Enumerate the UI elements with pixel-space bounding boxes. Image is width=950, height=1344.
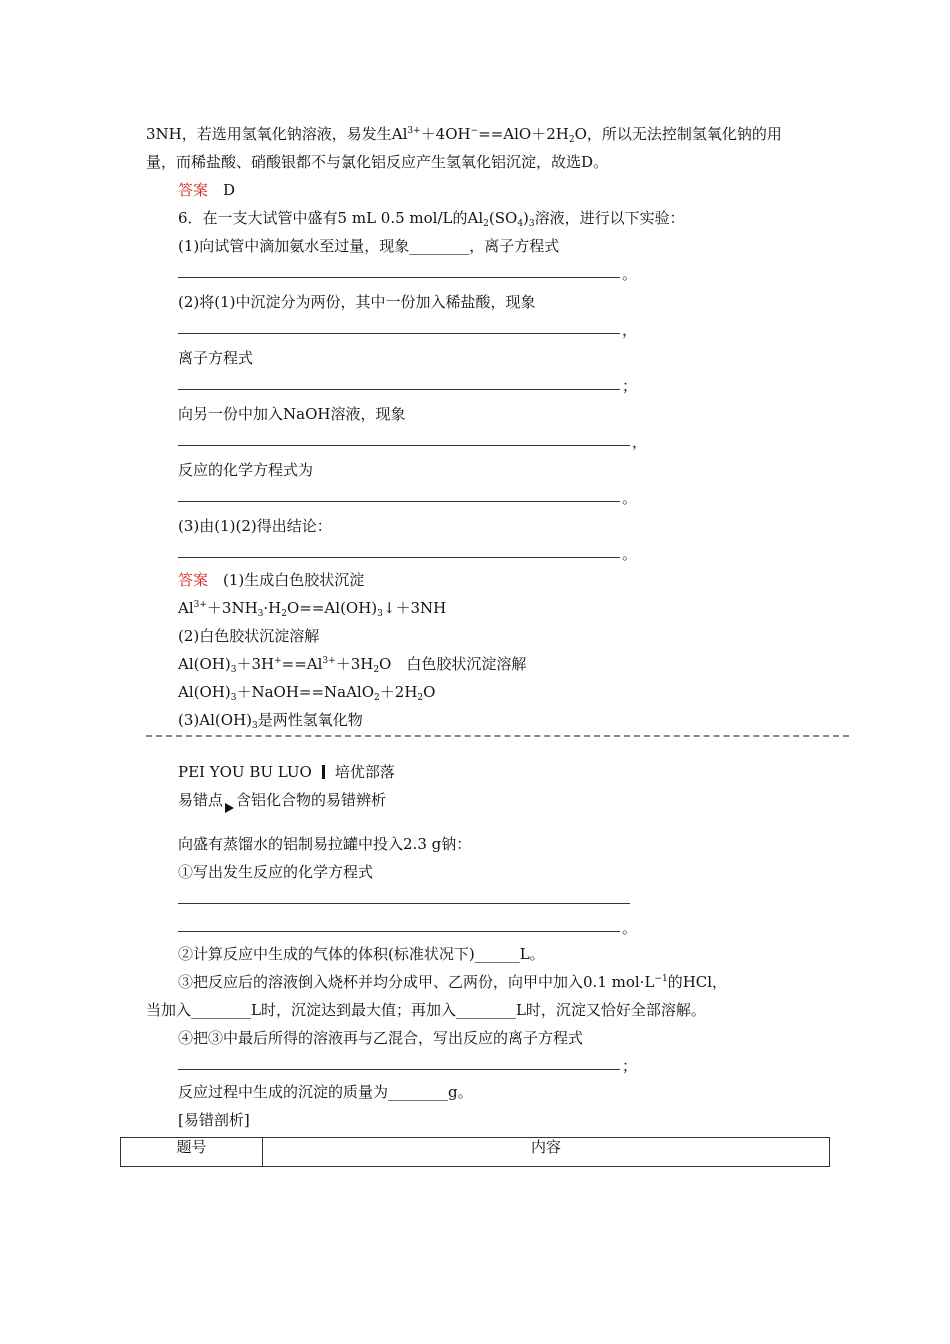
question-6-part-2: (2)将(1)中沉淀分为两份，其中一份加入稀盐酸，现象: [178, 293, 536, 311]
answer-part-1: (1)生成白色胶状沉淀: [223, 571, 365, 589]
error-point-label: 易错点: [178, 791, 224, 809]
answer-blank[interactable]: [178, 501, 620, 502]
punctuation: 。: [622, 489, 638, 507]
answer-blank[interactable]: [178, 445, 630, 446]
section-title-cn: 培优部落: [334, 763, 395, 781]
answer-blank[interactable]: [178, 557, 620, 558]
divider-bar-icon: [322, 765, 325, 779]
section-title-en: PEI YOU BU LUO: [178, 763, 312, 781]
answer-equation: $Al(OH)_3+NaOH==NaAlO_2+2H_2O$: [178, 683, 436, 703]
text-line: 3NH，若选用氢氧化钠溶液，易发生$Al^{3+}+4OH^-==AlO+2H_2O$，所以无法控制氢氧化钠的用: [146, 125, 782, 145]
analysis-table: [120, 1137, 830, 1167]
analysis-heading: [易错剖析]: [178, 1111, 250, 1129]
text-line: 量，而稀盐酸、硝酸银都不与氯化铝反应产生氢氧化铝沉淀，故选D。: [146, 153, 609, 171]
answer-blank[interactable]: [178, 389, 620, 390]
punctuation: 。: [622, 545, 638, 563]
punctuation: ；: [622, 377, 638, 395]
table-header-content: 内容: [263, 1138, 830, 1167]
question-6-part-2b: 离子方程式: [178, 349, 254, 367]
problem-part-3-cont: 当加入________L时，沉淀达到最大值；再加入________L时，沉淀又恰好全部溶解。: [146, 1001, 706, 1019]
question-6-part-2c: 向另一份中加入NaOH溶液，现象: [178, 405, 406, 423]
problem-part-3: ③把反应后的溶液倒入烧杯并均分成甲、乙两份，向甲中加入0.1 $mol\cdot L^{-1}$的HCl，: [178, 973, 728, 991]
section-header: [178, 762, 395, 782]
problem-part-5: 反应过程中生成的沉淀的质量为________g。: [178, 1083, 473, 1101]
answer-equation: $Al(OH)_3+3H^+==Al^{3+}+3H_2O$ 白色胶状沉淀溶解: [178, 655, 527, 675]
problem-part-2: ②计算反应中生成的气体的体积(标准状况下)______L。: [178, 945, 545, 963]
question-6-part-2d: 反应的化学方程式为: [178, 461, 314, 479]
answer-part-3: $(3)Al(OH)_3$是两性氢氧化物: [178, 711, 363, 731]
answer-value: D: [223, 181, 236, 199]
punctuation: 。: [622, 265, 638, 283]
punctuation: ，: [632, 433, 648, 451]
question-6-part-1: (1)向试管中滴加氨水至过量，现象________，离子方程式: [178, 237, 560, 255]
triangle-arrow-icon: [225, 803, 234, 813]
question-6-part-3: (3)由(1)(2)得出结论：: [178, 517, 332, 535]
punctuation: ，: [622, 321, 638, 339]
punctuation: 。: [622, 919, 638, 937]
table-row: [121, 1138, 830, 1167]
answer-blank[interactable]: [178, 931, 620, 932]
answer-label: 答案: [178, 571, 209, 589]
answer-equation: $Al^{3+}+3NH_3\cdot H_2O==Al(OH)_3↓+3NH$: [178, 599, 447, 619]
answer-line: [178, 570, 364, 590]
answer-label: 答案: [178, 181, 209, 199]
answer-part-2: (2)白色胶状沉淀溶解: [178, 627, 320, 645]
answer-blank[interactable]: [178, 903, 630, 904]
problem-part-1: ①写出发生反应的化学方程式: [178, 863, 374, 881]
error-point-title: 含铝化合物的易错辨析: [236, 791, 387, 809]
answer-blank[interactable]: [178, 1069, 620, 1070]
section-divider: [146, 735, 849, 737]
problem-part-4: ④把③中最后所得的溶液再与乙混合，写出反应的离子方程式: [178, 1029, 584, 1047]
answer-blank[interactable]: [178, 277, 620, 278]
table-header-number: 题号: [121, 1138, 263, 1167]
question-6: 6．在一支大试管中盛有5 mL 0.5 mol/L的$Al_2(SO_4)_3$溶液，进行以下实验：: [178, 209, 685, 229]
answer-blank[interactable]: [178, 333, 620, 334]
punctuation: ；: [622, 1057, 638, 1075]
answer-line: [178, 180, 235, 200]
error-point-heading: [178, 790, 386, 813]
problem-stem: 向盛有蒸馏水的铝制易拉罐中投入2.3 g钠：: [178, 835, 472, 853]
